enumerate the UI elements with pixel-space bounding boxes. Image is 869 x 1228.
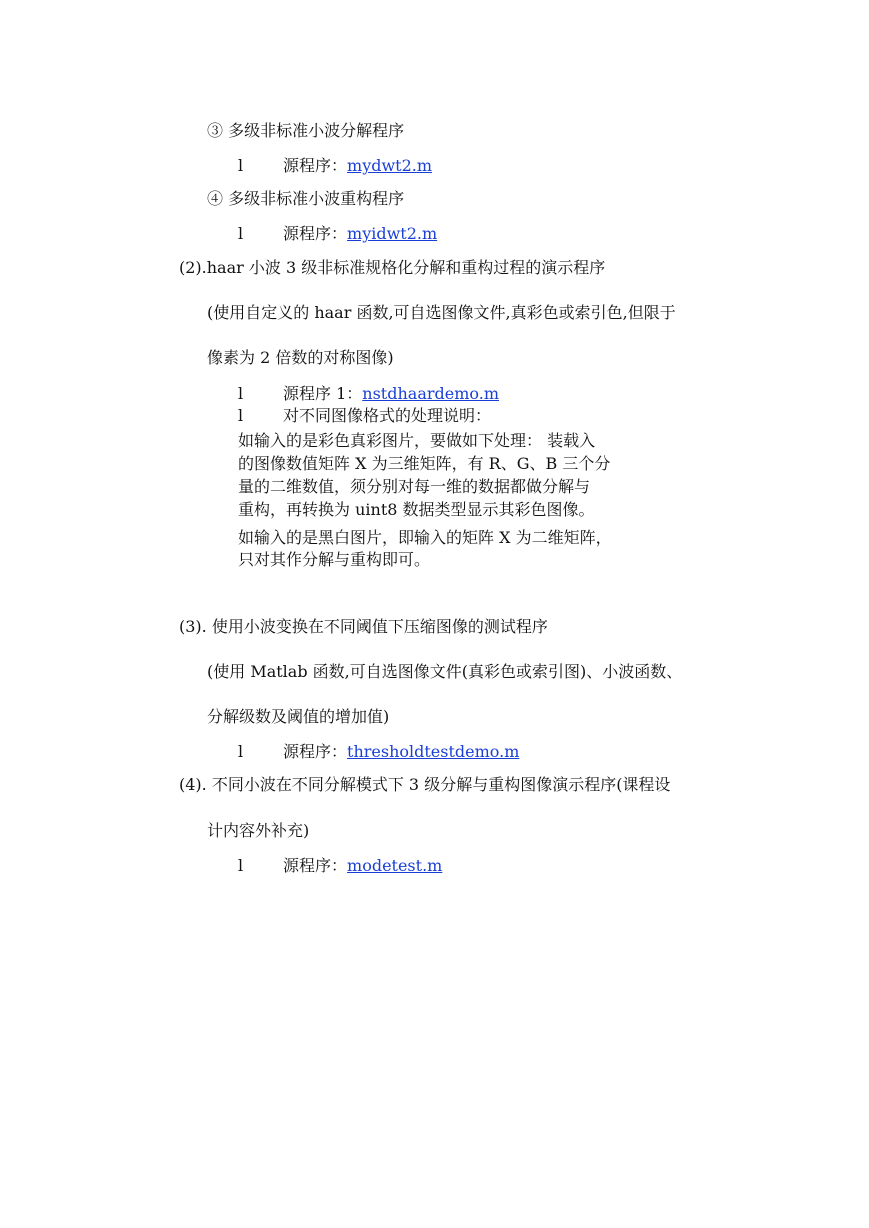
para-1-line-4: 重构，再转换为 uint8 数据类型显示其彩色图像。 <box>238 500 595 519</box>
source-label: 源程序： <box>283 856 348 875</box>
source-line <box>283 383 499 405</box>
source-line <box>283 741 519 763</box>
section-2-heading: (2).haar 小波 3 级非标准规格化分解和重构过程的演示程序 <box>179 258 606 277</box>
myidwt2-link[interactable]: myidwt2.m <box>347 224 438 243</box>
para-1-line-3: 量的二维数值，须分别对每一维的数据都做分解与 <box>238 477 591 496</box>
bullet: l <box>238 224 244 243</box>
section-3-heading: (3). 使用小波变换在不同阈值下压缩图像的测试程序 <box>179 617 548 636</box>
source-line <box>283 855 442 877</box>
modetest-link[interactable]: modetest.m <box>347 856 443 875</box>
bullet: l <box>238 384 244 403</box>
source-label: 源程序 1： <box>283 384 363 403</box>
mydwt2-link[interactable]: mydwt2.m <box>347 156 433 175</box>
item-4-title: ④ 多级非标准小波重构程序 <box>207 189 405 208</box>
source-line <box>283 155 432 177</box>
section-4-note-line: 计内容外补充) <box>207 821 310 840</box>
section-2-note-line-2: 像素为 2 倍数的对称图像) <box>207 348 394 367</box>
section-2-note-line-1: (使用自定义的 haar 函数,可自选图像文件,真彩色或索引色,但限于 <box>207 303 676 322</box>
para-2-line-1: 如输入的是黑白图片，即输入的矩阵 X 为二维矩阵， <box>238 528 612 547</box>
section-3-note-line-2: 分解级数及阈值的增加值) <box>207 707 390 726</box>
bullet: l <box>238 406 244 425</box>
bullet: l <box>238 856 244 875</box>
source-label: 源程序： <box>283 156 348 175</box>
section-4-heading: (4). 不同小波在不同分解模式下 3 级分解与重构图像演示程序(课程设 <box>179 775 671 794</box>
para-1-line-2: 的图像数值矩阵 X 为三维矩阵，有 R、G、B 三个分 <box>238 454 611 473</box>
format-note-label: 对不同图像格式的处理说明： <box>283 406 492 425</box>
para-1-line-1: 如输入的是彩色真彩图片，要做如下处理： 装载入 <box>238 431 596 450</box>
para-2-line-2: 只对其作分解与重构即可。 <box>238 550 431 569</box>
item-3-title: ③ 多级非标准小波分解程序 <box>207 121 405 140</box>
thresholdtestdemo-link[interactable]: thresholdtestdemo.m <box>347 742 520 761</box>
source-label: 源程序： <box>283 224 348 243</box>
source-label: 源程序： <box>283 742 348 761</box>
section-3-note-line-1: (使用 Matlab 函数,可自选图像文件(真彩色或索引图)、小波函数、 <box>207 662 683 681</box>
bullet: l <box>238 742 244 761</box>
bullet: l <box>238 156 244 175</box>
source-line <box>283 223 437 245</box>
nstdhaardemo-link[interactable]: nstdhaardemo.m <box>362 384 499 403</box>
